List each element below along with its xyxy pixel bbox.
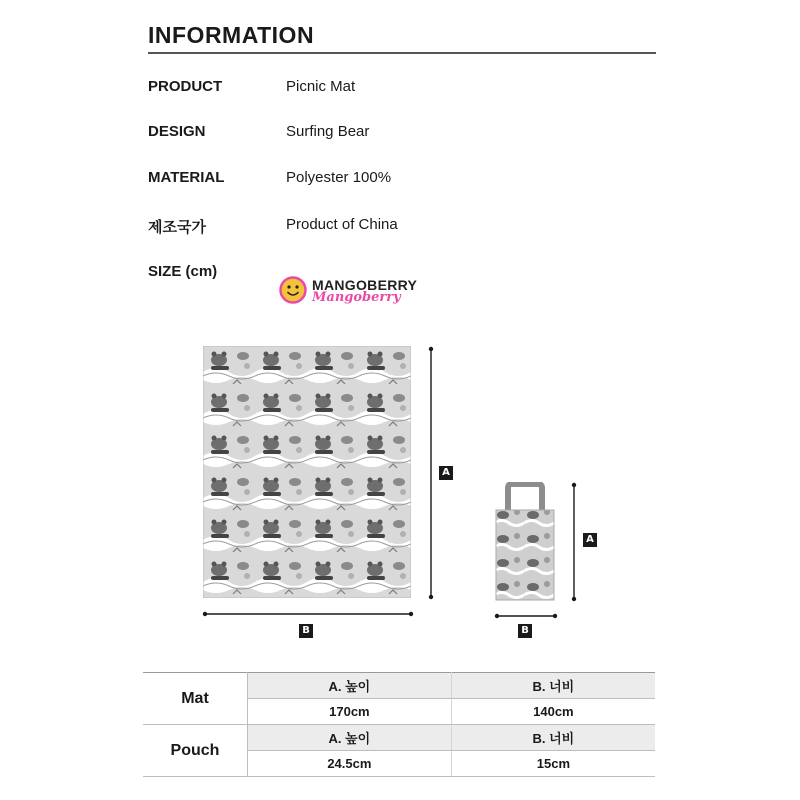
row-name-mat: Mat [143,673,248,725]
mat-width-badge: B [299,624,313,638]
title-divider [148,52,656,54]
spec-value-product: Picnic Mat [286,78,356,95]
spec-label-product: PRODUCT [148,78,223,95]
table-row [143,725,655,751]
pouch-height-header: A. 높이 [248,725,452,751]
pouch-illustration [494,482,556,602]
logo-wordmark: MANGOBERRY [312,277,418,293]
size-table [143,672,655,777]
pouch-width-dimension-line [494,611,558,621]
brand-logo [279,274,429,308]
spec-label-material: MATERIAL [148,169,225,186]
pouch-width-badge: B [518,624,532,638]
spec-label-size: SIZE (cm) [148,263,218,280]
picnic-mat-illustration [203,346,411,598]
spec-value-design: Surfing Bear [286,123,370,140]
pouch-height-badge: A [583,533,597,547]
pouch-width-header: B. 너비 [451,725,655,751]
mat-height-badge: A [439,466,453,480]
spec-label-design: DESIGN [148,123,206,140]
mat-height-dimension-line [424,346,438,600]
pouch-height-value: 24.5cm [248,751,452,777]
mat-width-value: 140cm [451,699,655,725]
spec-value-country: Product of China [286,216,398,233]
smiley-face-icon [279,276,307,304]
spec-label-country: 제조국가 [148,219,206,236]
logo-script: Mangoberry [312,290,401,305]
pouch-height-dimension-line [567,482,581,602]
spec-value-material: Polyester 100% [286,169,392,186]
mat-height-value: 170cm [248,699,452,725]
mat-width-header: B. 너비 [451,673,655,699]
table-row [143,673,655,699]
row-name-pouch: Pouch [143,725,248,777]
mat-height-header: A. 높이 [248,673,452,699]
page-title: INFORMATION [148,22,315,48]
mat-width-dimension-line [202,609,414,619]
pouch-width-value: 15cm [451,751,655,777]
